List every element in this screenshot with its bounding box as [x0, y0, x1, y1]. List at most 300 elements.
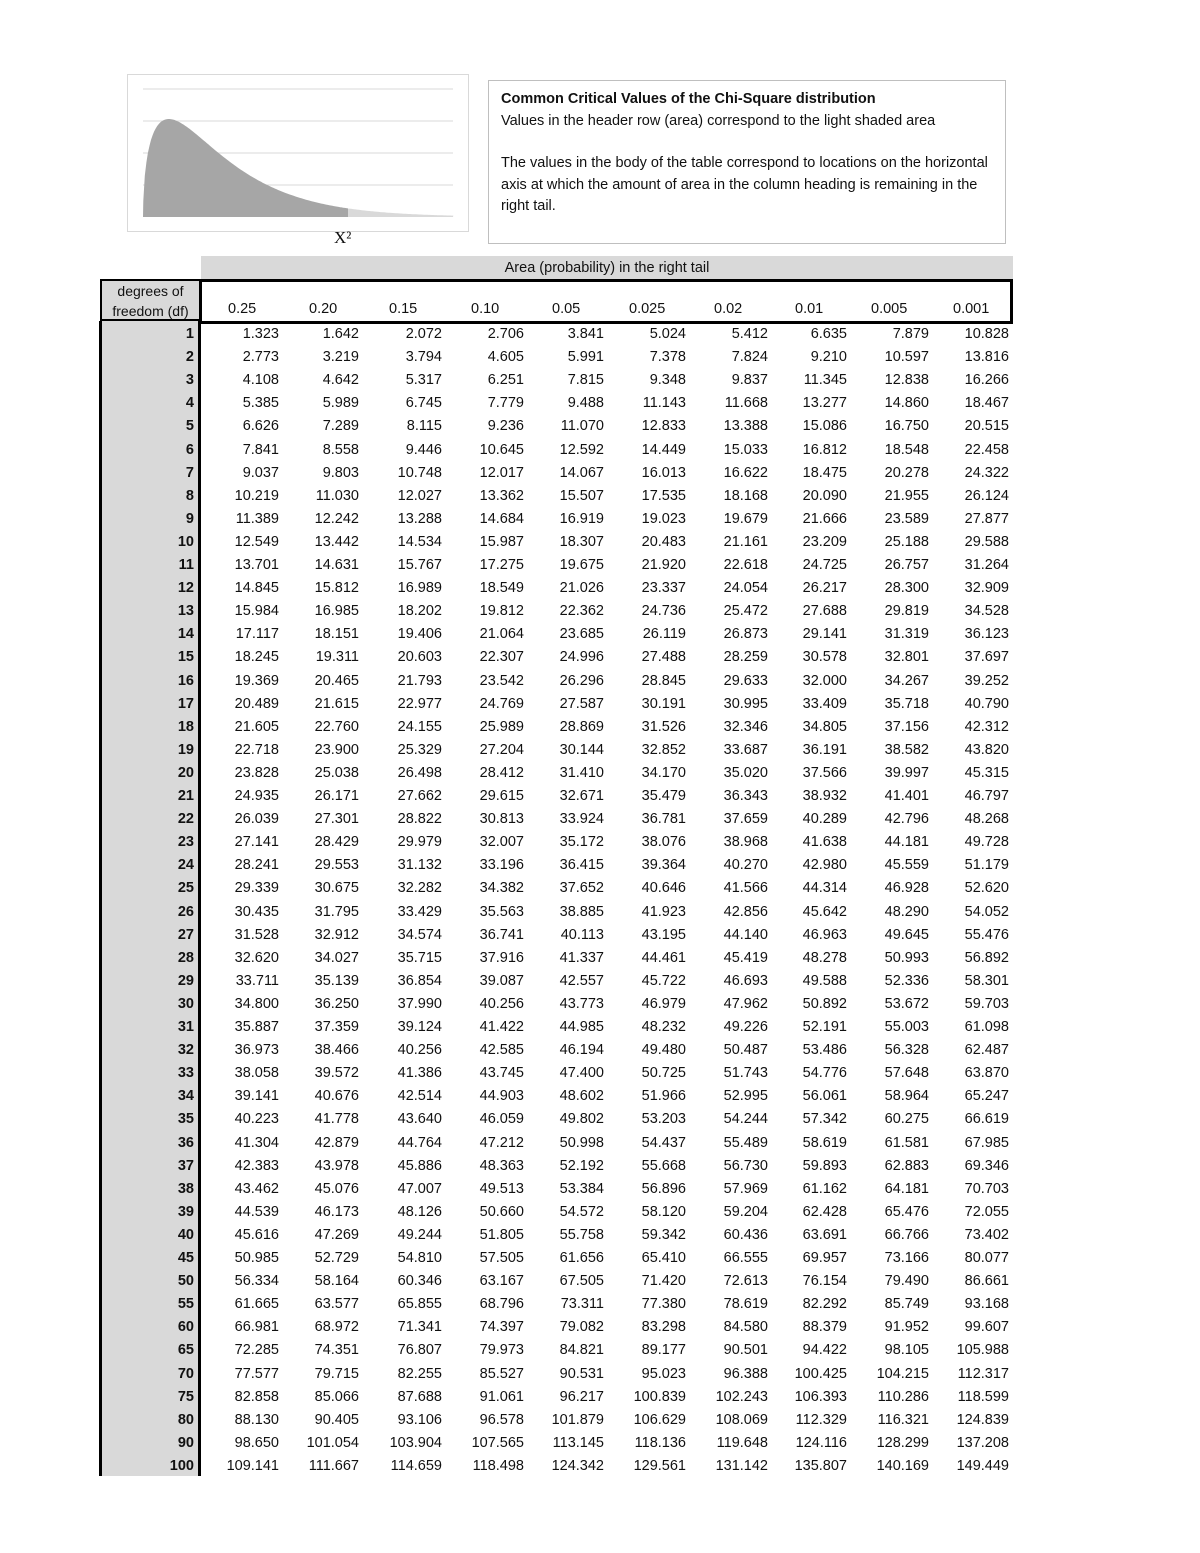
critical-value-cell: 65.476: [884, 1203, 929, 1220]
critical-value-cell: 40.256: [397, 1042, 442, 1059]
df-cell: 45: [177, 1250, 194, 1266]
critical-value-cell: 9.488: [567, 395, 604, 412]
critical-value-cell: 21.026: [559, 580, 604, 597]
critical-value-cell: 40.676: [314, 1088, 359, 1105]
critical-value-cell: 37.659: [723, 811, 768, 828]
critical-value-cell: 53.384: [559, 1180, 604, 1197]
critical-value-cell: 63.870: [964, 1065, 1009, 1082]
critical-value-cell: 5.991: [567, 349, 604, 366]
critical-value-cell: 38.076: [641, 834, 686, 851]
critical-value-cell: 4.108: [242, 372, 279, 389]
critical-value-cell: 13.277: [802, 395, 847, 412]
critical-value-cell: 1.323: [242, 326, 279, 342]
df-cell: 70: [177, 1365, 194, 1382]
critical-value-cell: 50.985: [234, 1250, 279, 1266]
critical-value-cell: 106.629: [633, 1411, 686, 1428]
critical-value-cell: 36.191: [802, 741, 847, 758]
critical-value-cell: 39.997: [884, 764, 929, 781]
table-row: [99, 372, 1013, 395]
critical-value-cell: 50.892: [802, 995, 847, 1012]
critical-value-cell: 96.217: [559, 1388, 604, 1405]
critical-value-cell: 37.156: [884, 718, 929, 735]
critical-value-cell: 11.030: [315, 487, 359, 504]
critical-value-cell: 102.243: [715, 1388, 768, 1405]
description-subtitle: Values in the header row (area) correspond to the light shaded area: [501, 112, 936, 129]
df-header-line2: freedom (df): [112, 303, 189, 319]
critical-value-cell: 52.191: [802, 1019, 847, 1035]
critical-value-cell: 98.105: [884, 1342, 929, 1359]
critical-value-cell: 94.422: [802, 1342, 847, 1359]
critical-value-cell: 44.461: [641, 949, 686, 966]
critical-value-cell: 108.069: [715, 1411, 768, 1428]
df-cell: 80: [177, 1411, 194, 1428]
table-row: [99, 673, 1013, 696]
table-row: [99, 1342, 1013, 1365]
description-body: The values in the body of the table correspond to locations on the horizontal axis at which the amount of area in the column heading is remaining in the right tail.: [501, 155, 988, 214]
table-row: [99, 580, 1013, 603]
critical-value-cell: 39.124: [397, 1019, 442, 1035]
critical-value-cell: 80.077: [964, 1250, 1009, 1266]
critical-value-cell: 35.563: [479, 903, 524, 920]
critical-value-cell: 113.145: [552, 1434, 604, 1451]
critical-value-cell: 11.345: [803, 372, 847, 389]
critical-value-cell: 41.422: [479, 1019, 524, 1035]
critical-value-cell: 42.879: [314, 1134, 359, 1151]
critical-value-cell: 119.648: [716, 1434, 768, 1451]
table-row: [99, 1389, 1013, 1412]
table-row: [99, 950, 1013, 973]
critical-value-cell: 88.130: [234, 1411, 279, 1428]
table-row: [99, 1181, 1013, 1204]
critical-value-cell: 45.642: [802, 903, 847, 920]
critical-value-cell: 63.167: [479, 1273, 524, 1290]
critical-value-cell: 54.052: [964, 903, 1009, 920]
table-row: [99, 927, 1013, 950]
df-cell: 12: [177, 580, 194, 597]
table-row: [99, 326, 1013, 349]
critical-value-cell: 37.652: [559, 880, 604, 897]
critical-value-cell: 131.142: [715, 1457, 768, 1474]
critical-value-cell: 31.264: [964, 557, 1009, 573]
critical-value-cell: 28.429: [314, 834, 359, 851]
critical-value-cell: 13.701: [234, 557, 279, 573]
critical-value-cell: 65.855: [397, 1296, 442, 1313]
critical-value-cell: 72.613: [723, 1273, 768, 1290]
table-row: [99, 1435, 1013, 1458]
df-cell: 5: [185, 418, 194, 435]
critical-value-cell: 16.812: [802, 441, 847, 458]
table-row: [99, 742, 1013, 765]
critical-value-cell: 62.883: [884, 1157, 929, 1174]
critical-value-cell: 96.578: [479, 1411, 524, 1428]
critical-value-cell: 53.486: [802, 1042, 847, 1059]
critical-value-cell: 46.173: [314, 1203, 359, 1220]
critical-value-cell: 24.054: [723, 580, 768, 597]
critical-value-cell: 29.553: [314, 857, 359, 874]
critical-value-cell: 5.989: [322, 395, 359, 412]
critical-value-cell: 32.282: [397, 880, 442, 897]
critical-value-cell: 18.202: [397, 603, 442, 620]
critical-value-cell: 24.736: [641, 603, 686, 620]
critical-value-cell: 17.535: [641, 487, 686, 504]
df-cell: 1: [185, 326, 194, 342]
critical-value-cell: 32.007: [479, 834, 524, 851]
critical-value-cell: 27.662: [397, 788, 442, 804]
df-cell: 39: [177, 1203, 194, 1220]
critical-value-cell: 1.642: [322, 326, 359, 342]
critical-value-cell: 45.722: [641, 972, 686, 989]
critical-value-cell: 49.645: [884, 926, 929, 943]
critical-value-cell: 20.465: [314, 672, 359, 689]
critical-value-cell: 71.420: [641, 1273, 686, 1290]
critical-value-cell: 59.342: [641, 1226, 686, 1243]
critical-value-cell: 35.479: [641, 788, 686, 804]
table-row: [99, 649, 1013, 672]
critical-value-cell: 48.363: [479, 1157, 524, 1174]
critical-value-cell: 77.577: [234, 1365, 279, 1382]
critical-value-cell: 65.410: [641, 1250, 686, 1266]
critical-value-cell: 25.989: [479, 718, 524, 735]
critical-value-cell: 77.380: [641, 1296, 686, 1313]
df-cell: 37: [177, 1157, 194, 1174]
critical-value-cell: 22.977: [397, 695, 442, 712]
critical-value-cell: 51.805: [479, 1226, 524, 1243]
column-header-cell: 0.005: [871, 301, 908, 317]
critical-value-cell: 37.359: [314, 1019, 359, 1035]
critical-value-cell: 37.990: [397, 995, 442, 1012]
df-header: [100, 279, 199, 321]
df-cell: 36: [177, 1134, 194, 1151]
table-row: [99, 1227, 1013, 1250]
critical-value-cell: 17.117: [235, 626, 279, 643]
critical-value-cell: 17.275: [479, 557, 524, 573]
critical-value-cell: 49.588: [802, 972, 847, 989]
right-tail-area-shaded: [348, 209, 453, 217]
critical-value-cell: 45.315: [964, 764, 1009, 781]
critical-value-cell: 25.038: [314, 764, 359, 781]
df-cell: 90: [177, 1434, 194, 1451]
table-row: [99, 442, 1013, 465]
critical-value-cell: 41.304: [234, 1134, 279, 1151]
critical-value-cell: 4.605: [487, 349, 524, 366]
critical-value-cell: 15.767: [397, 557, 442, 573]
df-cell: 33: [177, 1065, 194, 1082]
critical-value-cell: 73.166: [884, 1250, 929, 1266]
critical-value-cell: 13.288: [397, 510, 442, 527]
df-cell: 2: [185, 349, 194, 366]
table-row: [99, 488, 1013, 511]
critical-value-cell: 26.217: [802, 580, 847, 597]
critical-value-cell: 6.635: [810, 326, 847, 342]
critical-value-cell: 43.978: [314, 1157, 359, 1174]
df-cell: 17: [177, 695, 194, 712]
critical-value-cell: 14.534: [397, 533, 442, 550]
critical-value-cell: 66.619: [964, 1111, 1009, 1128]
critical-value-cell: 76.807: [397, 1342, 442, 1359]
critical-value-cell: 23.542: [479, 672, 524, 689]
critical-value-cell: 30.995: [723, 695, 768, 712]
critical-value-cell: 44.181: [884, 834, 929, 851]
critical-value-cell: 104.215: [876, 1365, 929, 1382]
critical-value-cell: 57.342: [802, 1111, 847, 1128]
column-header-cell: 0.001: [953, 301, 990, 317]
critical-value-cell: 56.328: [884, 1042, 929, 1059]
critical-value-cell: 16.266: [964, 372, 1009, 389]
critical-value-cell: 71.341: [397, 1319, 442, 1336]
critical-value-cell: 2.072: [405, 326, 442, 342]
critical-value-cell: 32.912: [314, 926, 359, 943]
critical-value-cell: 20.483: [641, 533, 686, 550]
critical-value-cell: 14.449: [641, 441, 686, 458]
critical-value-cell: 46.693: [723, 972, 768, 989]
df-cell: 24: [177, 857, 194, 874]
critical-value-cell: 48.278: [802, 949, 847, 966]
critical-value-cell: 41.337: [559, 949, 604, 966]
critical-value-cell: 61.098: [964, 1019, 1009, 1035]
critical-value-cell: 58.164: [314, 1273, 359, 1290]
critical-value-cell: 19.311: [315, 649, 359, 666]
critical-value-cell: 56.334: [234, 1273, 279, 1290]
critical-value-cell: 65.247: [964, 1088, 1009, 1105]
critical-value-cell: 3.219: [322, 349, 359, 366]
critical-value-cell: 100.839: [633, 1388, 686, 1405]
critical-value-cell: 26.171: [314, 788, 359, 804]
df-cell: 25: [177, 880, 194, 897]
critical-value-cell: 21.161: [723, 533, 768, 550]
critical-value-cell: 66.766: [884, 1226, 929, 1243]
critical-value-cell: 61.665: [234, 1296, 279, 1313]
critical-value-cell: 18.151: [314, 626, 359, 643]
critical-value-cell: 72.055: [964, 1203, 1009, 1220]
critical-value-cell: 45.419: [723, 949, 768, 966]
critical-value-cell: 42.980: [802, 857, 847, 874]
critical-value-cell: 23.685: [559, 626, 604, 643]
critical-value-cell: 83.298: [641, 1319, 686, 1336]
critical-value-cell: 37.697: [964, 649, 1009, 666]
critical-value-cell: 63.577: [314, 1296, 359, 1313]
critical-value-cell: 91.061: [479, 1388, 524, 1405]
df-cell: 100: [169, 1457, 194, 1474]
chi-square-curve-graphic: [128, 75, 468, 231]
critical-value-cell: 58.964: [884, 1088, 929, 1105]
critical-value-cell: 5.024: [649, 326, 686, 342]
distribution-chart: [127, 74, 469, 232]
critical-value-cell: 60.436: [723, 1226, 768, 1243]
critical-value-cell: 36.781: [641, 811, 686, 828]
critical-value-cell: 26.124: [964, 487, 1009, 504]
critical-value-cell: 9.037: [242, 464, 279, 481]
critical-value-cell: 46.979: [641, 995, 686, 1012]
critical-value-cell: 82.858: [234, 1388, 279, 1405]
critical-value-cell: 49.244: [397, 1226, 442, 1243]
critical-value-cell: 41.401: [884, 788, 929, 804]
critical-value-cell: 40.113: [560, 926, 604, 943]
critical-value-cell: 33.409: [802, 695, 847, 712]
critical-value-cell: 79.715: [314, 1365, 359, 1382]
critical-value-cell: 26.296: [559, 672, 604, 689]
critical-value-cell: 10.748: [397, 464, 442, 481]
critical-value-cell: 32.909: [964, 580, 1009, 597]
critical-value-cell: 7.779: [487, 395, 524, 412]
critical-value-cell: 79.973: [479, 1342, 524, 1359]
critical-value-cell: 7.378: [649, 349, 686, 366]
critical-value-cell: 57.969: [723, 1180, 768, 1197]
critical-value-cell: 23.209: [802, 533, 847, 550]
critical-value-cell: 72.285: [234, 1342, 279, 1359]
critical-value-cell: 38.932: [802, 788, 847, 804]
critical-value-cell: 40.790: [964, 695, 1009, 712]
critical-value-cell: 73.402: [964, 1226, 1009, 1243]
critical-value-cell: 36.973: [234, 1042, 279, 1059]
column-header-cell: 0.20: [309, 301, 338, 317]
critical-value-cell: 52.995: [723, 1088, 768, 1105]
df-cell: 75: [177, 1388, 194, 1405]
critical-value-cell: 24.935: [234, 788, 279, 804]
critical-value-cell: 110.286: [877, 1388, 929, 1405]
critical-value-cell: 48.602: [559, 1088, 604, 1105]
df-cell: 8: [185, 487, 194, 504]
table-row: [99, 1111, 1013, 1134]
critical-value-cell: 58.120: [641, 1203, 686, 1220]
critical-value-cell: 7.289: [322, 418, 359, 435]
table-row: [99, 788, 1013, 811]
critical-value-cell: 61.581: [884, 1134, 929, 1151]
critical-value-cell: 54.437: [641, 1134, 686, 1151]
critical-value-cell: 39.572: [314, 1065, 359, 1082]
critical-value-cell: 100.425: [794, 1365, 847, 1382]
critical-value-cell: 8.558: [322, 441, 359, 458]
critical-value-cell: 14.860: [884, 395, 929, 412]
critical-value-cell: 63.691: [802, 1226, 847, 1243]
table-row: [99, 765, 1013, 788]
table-row: [99, 973, 1013, 996]
critical-value-cell: 12.549: [234, 533, 279, 550]
critical-value-cell: 6.745: [405, 395, 442, 412]
table-row: [99, 465, 1013, 488]
table-row: [99, 511, 1013, 534]
critical-value-cell: 73.311: [560, 1296, 604, 1313]
critical-value-cell: 39.087: [479, 972, 524, 989]
critical-value-cell: 33.687: [723, 741, 768, 758]
critical-value-cell: 14.684: [479, 510, 524, 527]
critical-value-cell: 50.998: [559, 1134, 604, 1151]
critical-value-cell: 85.527: [479, 1365, 524, 1382]
critical-value-cell: 51.966: [641, 1088, 686, 1105]
critical-value-cell: 64.181: [884, 1180, 929, 1197]
df-cell: 13: [177, 603, 194, 620]
table-row: [99, 811, 1013, 834]
critical-value-cell: 14.631: [314, 557, 359, 573]
critical-value-cell: 18.549: [479, 580, 524, 597]
df-cell: 50: [177, 1273, 194, 1290]
critical-value-cell: 15.507: [559, 487, 604, 504]
critical-value-cell: 78.619: [723, 1296, 768, 1313]
critical-value-cell: 33.429: [397, 903, 442, 920]
critical-value-cell: 112.329: [795, 1411, 847, 1428]
critical-value-cell: 24.996: [559, 649, 604, 666]
critical-value-cell: 135.807: [794, 1457, 847, 1474]
critical-value-cell: 31.526: [641, 718, 686, 735]
critical-value-cell: 18.307: [559, 533, 604, 550]
critical-value-cell: 67.505: [559, 1273, 604, 1290]
critical-value-cell: 124.116: [795, 1434, 847, 1451]
critical-value-cell: 5.412: [731, 326, 768, 342]
critical-value-cell: 38.968: [723, 834, 768, 851]
critical-value-cell: 42.557: [559, 972, 604, 989]
critical-value-cell: 41.386: [397, 1065, 442, 1082]
critical-value-cell: 44.314: [802, 880, 847, 897]
critical-value-cell: 34.267: [884, 672, 929, 689]
critical-value-cell: 22.362: [559, 603, 604, 620]
critical-value-cell: 98.650: [234, 1434, 279, 1451]
critical-value-cell: 8.115: [406, 418, 442, 435]
critical-value-cell: 30.191: [641, 695, 686, 712]
critical-value-cell: 19.369: [234, 672, 279, 689]
critical-value-cell: 39.252: [964, 672, 1009, 689]
critical-value-cell: 60.275: [884, 1111, 929, 1128]
critical-value-cell: 27.877: [964, 510, 1009, 527]
critical-value-cell: 37.916: [479, 949, 524, 966]
critical-value-cell: 49.480: [641, 1042, 686, 1059]
critical-value-cell: 69.346: [964, 1157, 1009, 1174]
critical-value-cell: 70.703: [964, 1180, 1009, 1197]
critical-value-cell: 46.963: [802, 926, 847, 943]
critical-value-cell: 27.204: [479, 741, 524, 758]
critical-value-cell: 40.256: [479, 995, 524, 1012]
critical-value-cell: 29.979: [397, 834, 442, 851]
critical-value-cell: 13.816: [964, 349, 1009, 366]
critical-value-cell: 25.472: [723, 603, 768, 620]
critical-value-cell: 50.487: [723, 1042, 768, 1059]
critical-value-cell: 40.289: [802, 811, 847, 828]
critical-value-cell: 41.566: [723, 880, 768, 897]
critical-value-cell: 43.745: [479, 1065, 524, 1082]
critical-value-cell: 62.428: [802, 1203, 847, 1220]
critical-value-cell: 9.803: [322, 464, 359, 481]
critical-value-cell: 22.458: [964, 441, 1009, 458]
area-header-banner: Area (probability) in the right tail: [201, 256, 1013, 279]
critical-value-cell: 33.924: [559, 811, 604, 828]
df-cell: 18: [177, 718, 194, 735]
critical-value-cell: 21.605: [234, 718, 279, 735]
critical-value-cell: 32.801: [884, 649, 929, 666]
critical-value-cell: 16.013: [641, 464, 686, 481]
critical-value-cell: 31.132: [397, 857, 442, 874]
critical-value-cell: 9.210: [810, 349, 847, 366]
column-header-cell: 0.02: [714, 301, 743, 317]
critical-value-cell: 28.241: [234, 857, 279, 874]
critical-value-cell: 66.555: [723, 1250, 768, 1266]
df-cell: 3: [185, 372, 194, 389]
table-row: [99, 418, 1013, 441]
critical-value-cell: 43.462: [234, 1180, 279, 1197]
critical-value-cell: 35.715: [397, 949, 442, 966]
critical-value-cell: 2.706: [487, 326, 524, 342]
df-cell: 21: [177, 788, 194, 804]
table-row: [99, 1158, 1013, 1181]
critical-value-cell: 33.711: [235, 972, 279, 989]
critical-value-cell: 30.144: [559, 741, 604, 758]
table-row: [99, 557, 1013, 580]
critical-value-cell: 16.985: [314, 603, 359, 620]
critical-value-cell: 49.513: [479, 1180, 524, 1197]
critical-value-cell: 15.086: [802, 418, 847, 435]
critical-value-cell: 12.017: [479, 464, 524, 481]
critical-value-cell: 32.852: [641, 741, 686, 758]
critical-value-cell: 96.388: [723, 1365, 768, 1382]
critical-value-cell: 106.393: [794, 1388, 847, 1405]
critical-value-cell: 26.498: [397, 764, 442, 781]
